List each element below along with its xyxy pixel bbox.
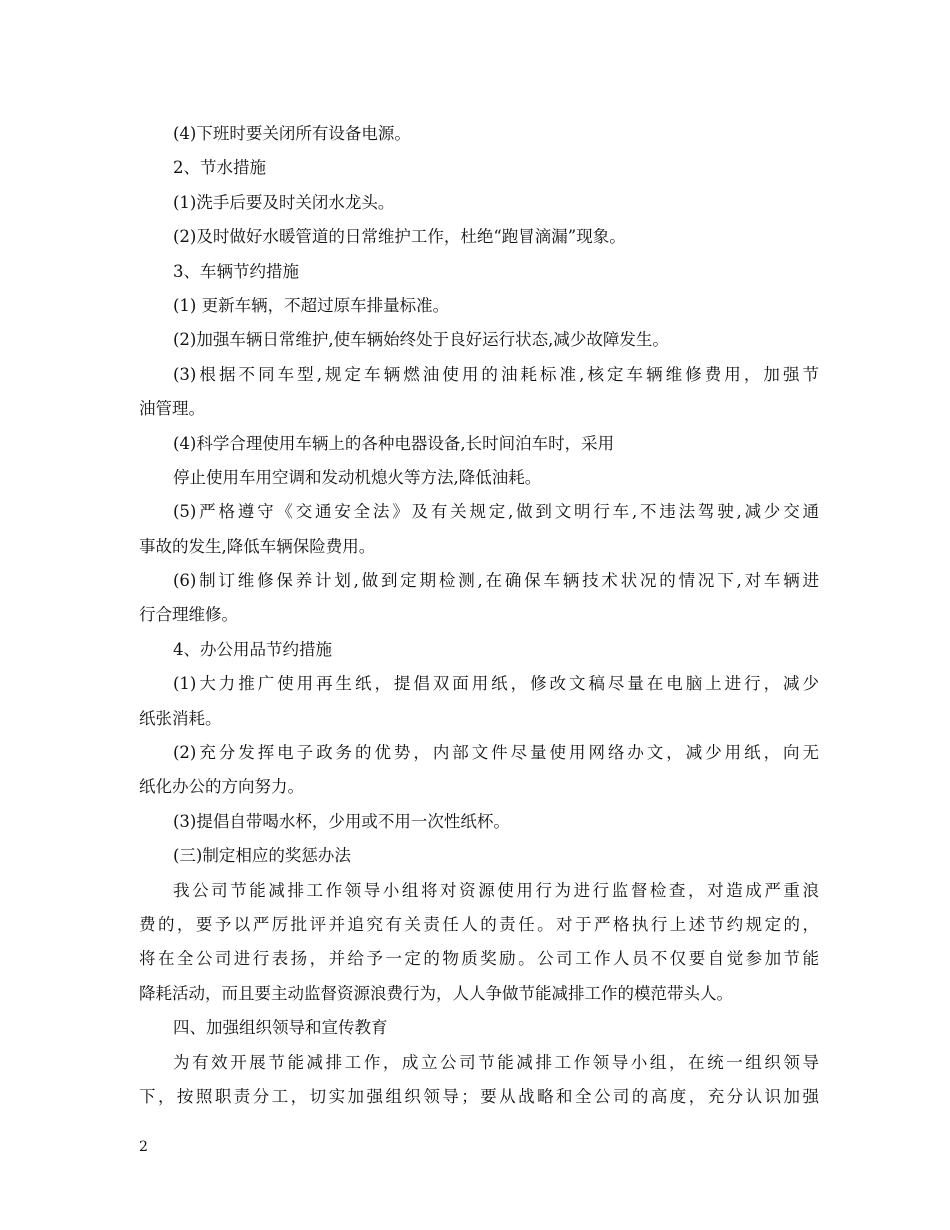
text-line: 费的，要予以严厉批评并追究有关责任人的责任。对于严格执行上述节约规定的， [139,914,819,934]
text-line: 事故的发生,降低车辆保险费用。 [139,536,376,556]
text-line: 降耗活动，而且要主动监督资源浪费行为，人人争做节能减排工作的模范带头人。 [139,983,733,1003]
text-line: (2)加强车辆日常维护,使车辆始终处于良好运行状态,减少故障发生。 [173,330,669,350]
text-line: (3)提倡自带喝水杯，少用或不用一次性纸杯。 [173,811,510,831]
text-line: (6)制订维修保养计划,做到定期检测,在确保车辆技术状况的情况下,对车辆进 [173,571,819,591]
page-number: 2 [139,1139,148,1155]
text-line: 行合理维修。 [139,605,238,625]
text-line: 将在全公司进行表扬，并给予一定的物质奖励。公司工作人员不仅要自觉参加节能 [139,949,819,969]
document-body [139,117,819,1114]
text-line: (1)大力推广使用再生纸，提倡双面用纸，修改文稿尽量在电脑上进行，减少 [173,674,819,694]
text-line: 纸张消耗。 [139,708,222,728]
text-line: 油管理。 [139,399,205,419]
text-line: 停止使用车用空调和发动机熄火等方法,降低油耗。 [173,467,542,487]
text-line: (三)制定相应的奖惩办法 [173,846,351,866]
text-line: 四、加强组织领导和宣传教育 [173,1018,388,1038]
text-line: (4)科学合理使用车辆上的各种电器设备,长时间泊车时，采用 [173,433,615,453]
text-line: (4)下班时要关闭所有设备电源。 [173,124,411,143]
text-line: 2、节水措施 [173,158,266,178]
text-line: (5)严格遵守《交通安全法》及有关规定,做到文明行车,不违法驾驶,减少交通 [173,502,819,522]
text-line: (3)根据不同车型,规定车辆燃油使用的油耗标准,核定车辆维修费用，加强节 [173,364,819,384]
text-line: (2)及时做好水暖管道的日常维护工作，杜绝“跑冒滴漏”现象。 [173,227,626,247]
text-line: (2)充分发挥电子政务的优势，内部文件尽量使用网络办文，减少用纸，向无 [173,743,819,763]
text-line: 3、车辆节约措施 [173,261,299,281]
text-line: (1) 更新车辆，不超过原车排量标准。 [173,295,450,315]
text-line: 我公司节能减排工作领导小组将对资源使用行为进行监督检查，对造成严重浪 [173,880,819,900]
text-line: 下，按照职责分工，切实加强组织领导；要从战略和全公司的高度，充分认识加强 [139,1086,819,1106]
text-line: (1)洗手后要及时关闭水龙头。 [173,192,395,212]
text-line: 为有效开展节能减排工作，成立公司节能减排工作领导小组，在统一组织领导 [173,1052,819,1072]
text-line: 纸化办公的方向努力。 [139,777,304,797]
text-line: 4、办公用品节约措施 [173,639,332,659]
